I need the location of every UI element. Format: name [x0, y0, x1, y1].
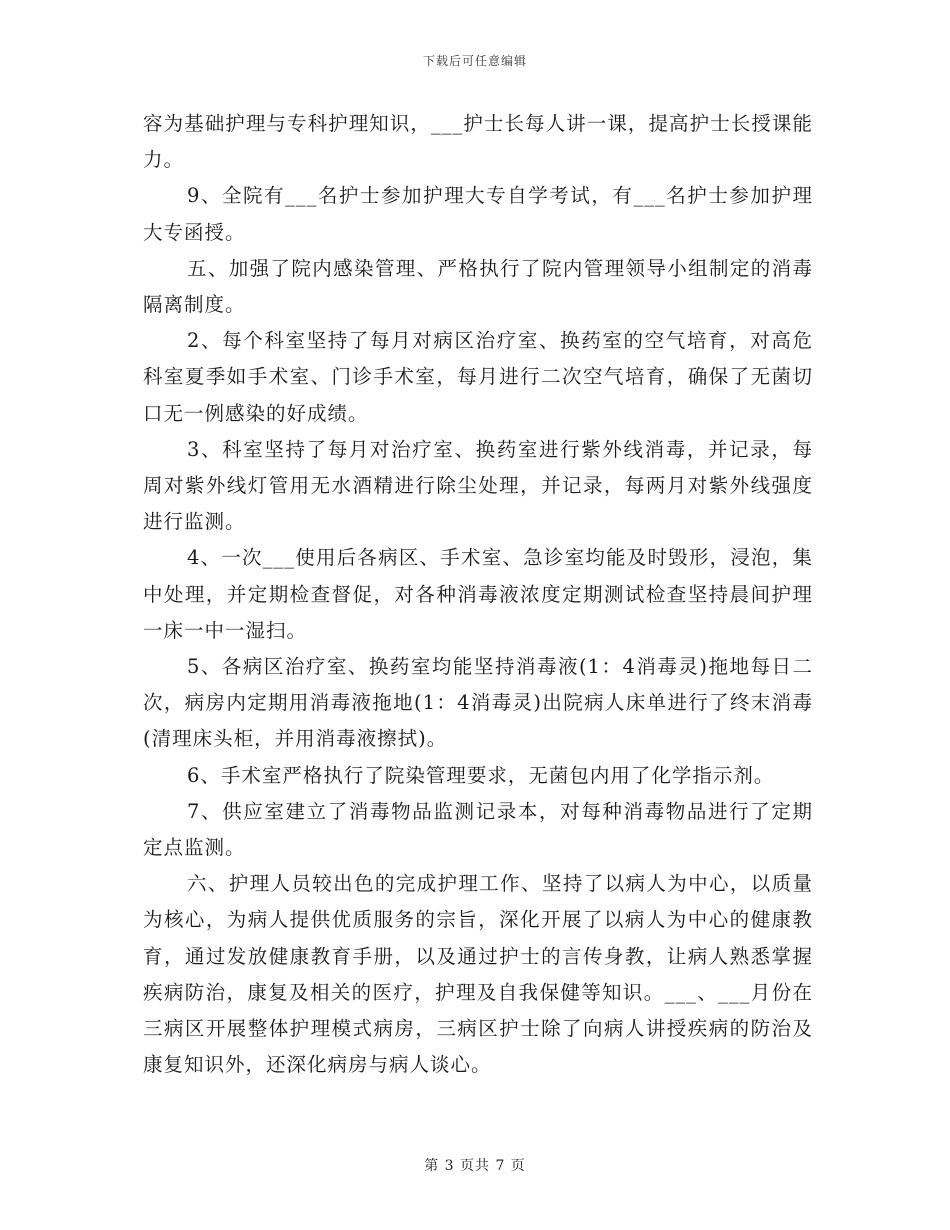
paragraph-2: 9、全院有___名护士参加护理大专自学考试，有___名护士参加护理大专函授。: [143, 184, 813, 244]
paragraph-6: 4、一次___使用后各病区、手术室、急诊室均能及时毁形，浸泡，集中处理，并定期检查督促，对各种消毒液浓度定期测试检查坚持晨间护理一床一中一湿扫。: [143, 546, 813, 642]
page-footer: 第 3 页共 7 页: [424, 1158, 526, 1174]
page-header: 下载后可任意编辑: [422, 54, 527, 68]
paragraph-1: 容为基础护理与专科护理知识，___护士长每人讲一课，提高护士长授课能力。: [143, 112, 813, 172]
paragraph-5: 3、科室坚持了每月对治疗室、换药室进行紫外线消毒，并记录，每周对紫外线灯管用无水酒精进行除尘处理，并记录，每两月对紫外线强度进行监测。: [143, 437, 813, 534]
paragraph-3: 五、加强了院内感染管理、严格执行了院内管理领导小组制定的消毒隔离制度。: [143, 256, 813, 317]
paragraph-9: 7、供应室建立了消毒物品监测记录本，对每种消毒物品进行了定期定点监测。: [143, 799, 813, 860]
paragraph-8: 6、手术室严格执行了院染管理要求，无菌包内用了化学指示剂。: [187, 763, 775, 787]
paragraph-10: 六、护理人员较出色的完成护理工作、坚持了以病人为中心，以质量为核心，为病人提供优质服务的宗旨，深化开展了以病人为中心的健康教育，通过发放健康教育手册，以及通过护士的言传身教，让病人熟悉掌握疾病防治，康复及相关的医疗，护理及自我保健等知识。___、___月份在三病区开展整体护理模式病房，三病区护士除了向病人讲授疾病的防治及康复知识外，还深化病房与病人谈心。: [143, 872, 813, 1077]
paragraph-4: 2、每个科室坚持了每月对病区治疗室、换药室的空气培育，对高危科室夏季如手术室、门诊手术室，每月进行二次空气培育，确保了无菌切口无一例感染的好成绩。: [143, 329, 813, 425]
document-body: [143, 106, 813, 1083]
paragraph-7: 5、各病区治疗室、换药室均能坚持消毒液(1：4消毒灵)拖地每日二次，病房内定期用消毒液拖地(1：4消毒灵)出院病人床单进行了终末消毒(清理床头柜，并用消毒液擦拭)。: [143, 655, 813, 751]
